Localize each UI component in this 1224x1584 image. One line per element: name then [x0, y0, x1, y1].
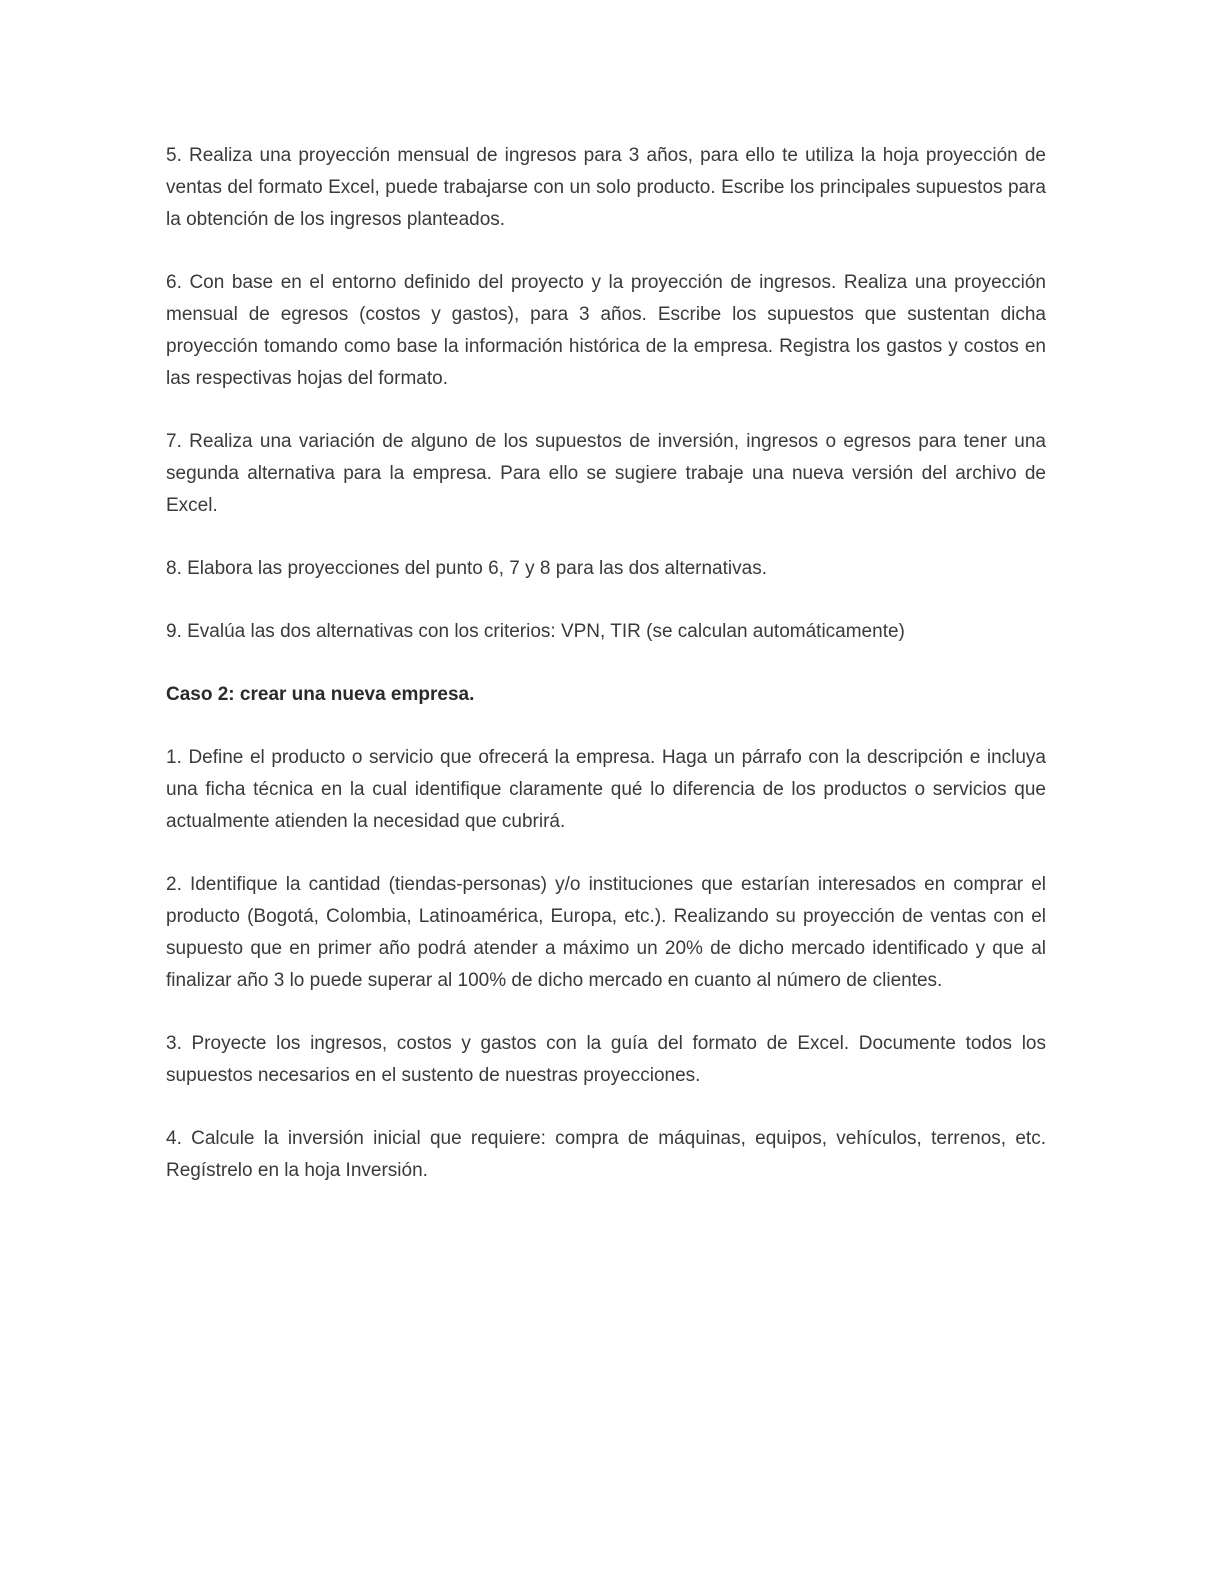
- paragraph-caso2-item-1: 1. Define el producto o servicio que ofrecerá la empresa. Haga un párrafo con la descripción e incluya una ficha técnica en la cual identifique claramente qué lo diferencia de los productos o servicios que actualmente atienden la necesidad que cubrirá.: [166, 747, 1046, 832]
- section-heading-caso-2: Caso 2: crear una nueva empresa.: [166, 684, 475, 705]
- paragraph-item-8: 8. Elabora las proyecciones del punto 6, 7 y 8 para las dos alternativas.: [166, 558, 767, 579]
- paragraph-item-9: 9. Evalúa las dos alternativas con los criterios: VPN, TIR (se calculan automáticamente): [166, 621, 905, 642]
- paragraph-item-6: 6. Con base en el entorno definido del proyecto y la proyección de ingresos. Realiza una proyección mensual de egresos (costos y gastos), para 3 años. Escribe los supuestos que sustentan dicha proyección tomando como base la información histórica de la empresa. Registra los gastos y costos en las respectivas hojas del formato.: [166, 272, 1046, 389]
- paragraph-item-7: 7. Realiza una variación de alguno de los supuestos de inversión, ingresos o egresos para tener una segunda alternativa para la empresa. Para ello se sugiere trabaje una nueva versión del archivo de Excel.: [166, 431, 1046, 516]
- paragraph-caso2-item-3: 3. Proyecte los ingresos, costos y gastos con la guía del formato de Excel. Documente todos los supuestos necesarios en el sustento de nuestras proyecciones.: [166, 1033, 1046, 1086]
- paragraph-caso2-item-4: 4. Calcule la inversión inicial que requiere: compra de máquinas, equipos, vehículos, terrenos, etc. Regístrelo en la hoja Inversión.: [166, 1128, 1046, 1181]
- paragraph-caso2-item-2: 2. Identifique la cantidad (tiendas-personas) y/o instituciones que estarían interesados en comprar el producto (Bogotá, Colombia, Latinoamérica, Europa, etc.). Realizando su proyección de ventas con el supuesto que en primer año podrá atender a máximo un 20% de dicho mercado identificado y que al finalizar año 3 lo puede superar al 100% de dicho mercado en cuanto al número de clientes.: [166, 874, 1046, 991]
- paragraph-item-5: 5. Realiza una proyección mensual de ingresos para 3 años, para ello te utiliza la hoja proyección de ventas del formato Excel, puede trabajarse con un solo producto. Escribe los principales supuestos para la obtención de los ingresos planteados.: [166, 145, 1046, 230]
- document-page: [166, 140, 1046, 1218]
